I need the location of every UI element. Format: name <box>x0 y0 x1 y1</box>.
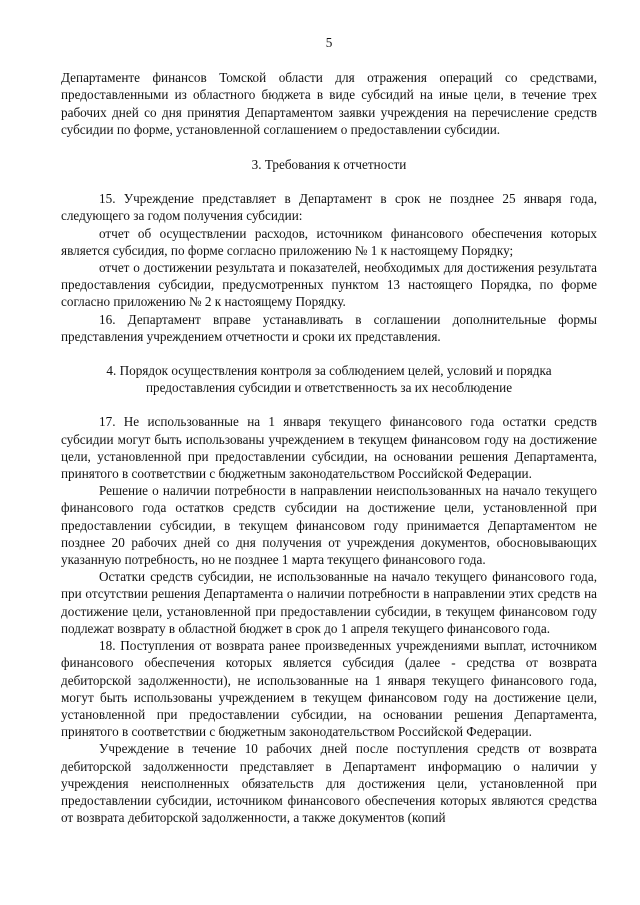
paragraph-17: 17. Не использованные на 1 января текущего финансового года остатки средств субсидии могут быть использованы учреждением в текущем финансовом году на достижение цели, установленной при предоставлении субсидии, на основании решения Департамента, принятого в соответствии с бюджетным законодательством Российской Федерации. <box>61 414 597 482</box>
section-3-heading: 3. Требования к отчетности <box>251 157 407 173</box>
section-4-heading-line-1: 4. Порядок осуществления контроля за соблюдением целей, условий и порядка <box>106 363 552 379</box>
paragraph-15: 15. Учреждение представляет в Департамент в срок не позднее 25 января года, следующего за годом получения субсидии: <box>61 191 597 224</box>
paragraph-16: 16. Департамент вправе устанавливать в соглашении дополнительные формы представления учреждением отчетности и сроки их представления. <box>61 311 597 344</box>
paragraph-17-remainder: Остатки средств субсидии, не использованные на начало текущего финансового года, при отсутствии решения Департамента о наличии потребности в направлении этих средств на достижение цели, установленной при предоставлении субсидии, в текущем финансовом году подлежат возврату в областной бюджет в срок до 1 апреля текущего финансового года. <box>61 569 597 636</box>
document-page <box>61 34 597 826</box>
paragraph-18: 18. Поступления от возврата ранее произведенных учреждениями выплат, источником финансового обеспечения которых является субсидия (далее - средства от возврата дебиторской задолженности), не использованные на 1 января текущего финансового года, могут быть использованы учреждением в текущем финансовом году на достижение цели, установленной при предоставлении субсидии, на основании решения Департамента, принятого в соответствии с бюджетным законодательством Российской Федерации. <box>61 638 597 740</box>
paragraph-15-item-1: отчет об осуществлении расходов, источником финансового обеспечения которых является субсидия, по форме согласно приложению № 1 к настоящему Порядку; <box>61 225 597 258</box>
section-4-heading-line-2: предоставления субсидии и ответственность за их несоблюдение <box>145 380 513 396</box>
page-number: 5 <box>325 35 333 50</box>
section-4-heading <box>61 362 597 396</box>
paragraph-15-item-2: отчет о достижении результата и показателей, необходимых для достижения результата предоставления субсидии, предусмотренных пунктом 13 настоящего Порядка, по форме согласно приложению № 2 к настоящему Порядку. <box>61 260 597 310</box>
paragraph-17-decision: Решение о наличии потребности в направлении неиспользованных на начало текущего финансового года остатков средств субсидии на достижение цели, установленной при предоставлении субсидии, в текущем финансовом году принимается Департаментом не позднее 20 рабочих дней со дня получения от учреждения документов, обосновывающих указанную потребность, но не позднее 1 марта текущего финансового года. <box>61 483 597 568</box>
paragraph-intro: Департаменте финансов Томской области для отражения операций со средствами, предоставленными из областного бюджета в виде субсидий на иные цели, в течение трех рабочих дней со дня принятия Департаментом заявки учреждения на перечисление средств субсидии по форме, установленной соглашением о предоставлении субсидии. <box>61 70 597 137</box>
paragraph-18-info: Учреждение в течение 10 рабочих дней после поступления средств от возврата дебиторской задолженности представляет в Департамент информацию о наличии у учреждения неисполненных обязательств для достижения цели, установленной при предоставлении субсидии, источником финансового обеспечения которых являются средства от возврата дебиторской задолженности, а также документов (копий <box>61 741 597 826</box>
